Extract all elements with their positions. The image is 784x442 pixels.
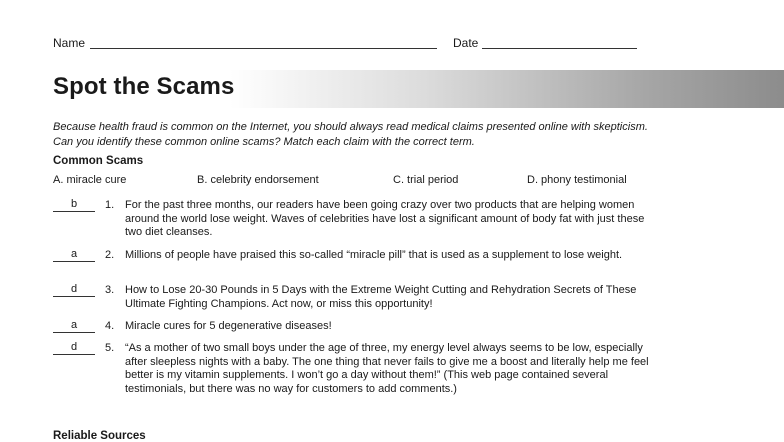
choice-b: B. celebrity endorsement (197, 174, 319, 186)
question-number: 2. (105, 249, 115, 261)
intro-paragraph: Because health fraud is common on the Internet, you should always read medical claims presented online with skepticism. Can you identify these common online scams? Match each claim with the correct term. (53, 121, 648, 148)
question-text: Miracle cures for 5 degenerative diseases! (125, 320, 332, 332)
question-text: For the past three months, our readers have been going crazy over two products that are helping women around the world lose weight. Waves of celebrities have lost a significant amount of body fat with just these two diet cleanses. (125, 199, 645, 238)
question-text: Millions of people have praised this so-called “miracle pill” that is used as a supplement to lose weight. (125, 249, 623, 261)
section-heading-reliable-sources: Reliable Sources (53, 430, 146, 442)
answer-blank[interactable]: a (53, 249, 95, 262)
question-number: 5. (105, 342, 115, 354)
choice-a: A. miracle cure (53, 174, 127, 186)
date-field[interactable] (482, 48, 637, 49)
choice-c: C. trial period (393, 174, 459, 186)
answer-blank[interactable]: d (53, 342, 95, 355)
question-number: 4. (105, 320, 115, 332)
name-field[interactable] (90, 48, 437, 49)
name-label: Name (53, 36, 86, 50)
title-gradient-bar (230, 70, 784, 108)
answer-blank[interactable]: b (53, 199, 95, 212)
date-label: Date (453, 36, 479, 50)
question-text: “As a mother of two small boys under the age of three, my energy level always seems to be low, especially after sleepless nights with a baby. The one thing that never fails to give me a boost and literally help me feel better is my vitamin supplements. I won’t go a day without them!” (This web page contained several testimonials, but there was no way for customers to add comments.) (125, 342, 649, 395)
question-number: 1. (105, 199, 115, 211)
answer-blank[interactable]: d (53, 284, 95, 297)
section-heading-common-scams: Common Scams (53, 155, 144, 167)
page-title: Spot the Scams (53, 73, 235, 100)
choice-d: D. phony testimonial (527, 174, 627, 186)
question-text: How to Lose 20-30 Pounds in 5 Days with the Extreme Weight Cutting and Rehydration Secrets of These Ultimate Fighting Champions. Act now, or miss this opportunity! (125, 284, 637, 310)
question-number: 3. (105, 284, 115, 296)
answer-blank[interactable]: a (53, 320, 95, 333)
